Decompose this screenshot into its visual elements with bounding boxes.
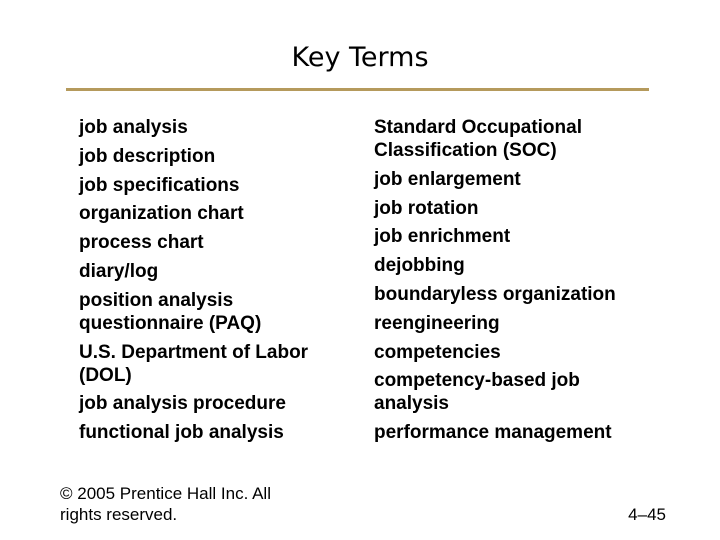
term-item: dejobbing — [374, 255, 465, 277]
slide-number: 4–45 — [628, 505, 666, 524]
term-item: diary/log — [79, 260, 159, 282]
slide-title: Key Terms — [291, 42, 429, 73]
term-item: competency-based job analysis — [374, 370, 580, 415]
term-item: reengineering — [374, 312, 500, 334]
term-item: process chart — [79, 232, 204, 254]
term-item: job specifications — [79, 174, 240, 196]
term-item: organization chart — [79, 203, 244, 225]
term-item: Standard Occupational Classification (SOC) — [374, 117, 582, 161]
term-item: U.S. Department of Labor (DOL) — [79, 341, 309, 386]
term-item: job enrichment — [374, 226, 511, 248]
right-term-list — [374, 116, 644, 450]
term-item: competencies — [374, 341, 501, 363]
left-term-list — [79, 116, 344, 450]
term-item: functional job analysis — [79, 422, 284, 444]
term-item: job analysis procedure — [79, 393, 286, 415]
term-item: boundaryless organization — [374, 283, 616, 305]
term-item: job analysis — [79, 117, 188, 138]
copyright-notice: © 2005 Prentice Hall Inc. All rights reserved. — [60, 484, 271, 524]
title-divider — [66, 88, 649, 91]
term-item: position analysis questionnaire (PAQ) — [79, 289, 262, 334]
term-item: job description — [79, 145, 216, 167]
term-item: performance management — [374, 422, 612, 444]
term-item: job enlargement — [374, 168, 521, 190]
term-item: job rotation — [374, 197, 479, 219]
